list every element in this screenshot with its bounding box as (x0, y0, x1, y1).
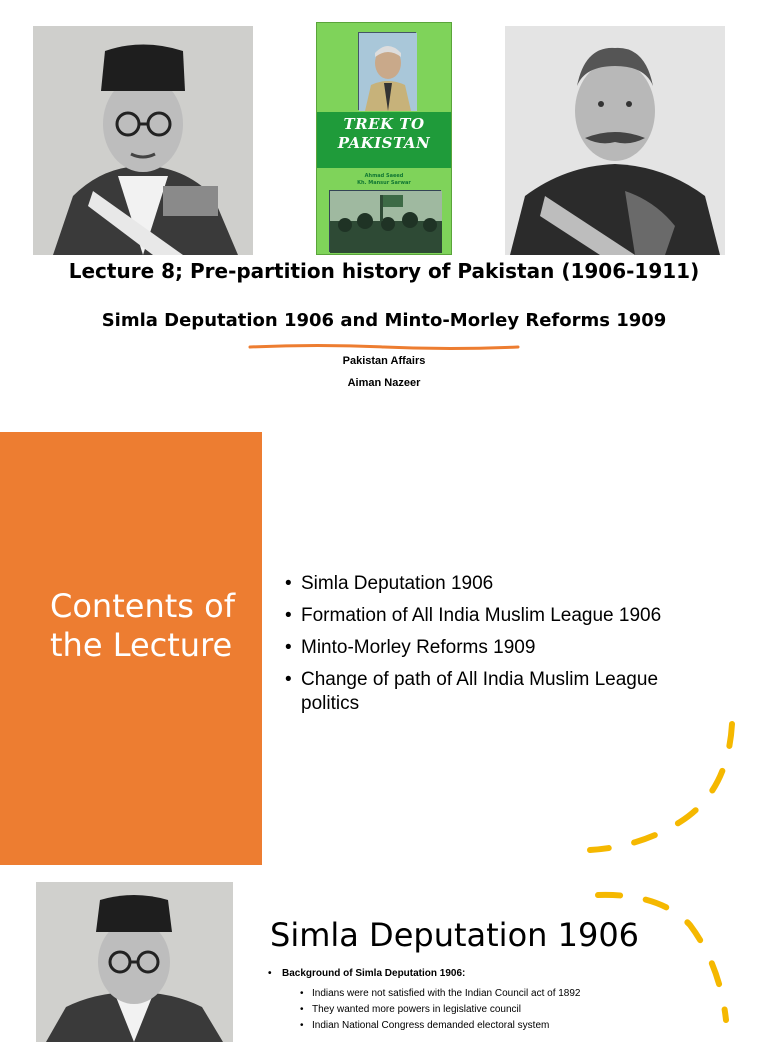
list-item: • Change of path of All India Muslim League politics (285, 668, 715, 716)
book-title-line2: PAKISTAN (337, 134, 431, 152)
contents-slide (0, 432, 768, 865)
book-title-band (317, 112, 451, 168)
lecture-title: Lecture 8; Pre-partition history of Pakistan (1906-1911) (68, 259, 700, 283)
book-crowd-photo (329, 190, 441, 252)
list-item: • Simla Deputation 1906 (285, 572, 715, 596)
portrait-photo (36, 882, 233, 1042)
title-slide (0, 0, 768, 432)
book-title-line1: TREK TO (343, 115, 425, 133)
book-cover-image (316, 22, 452, 255)
dashed-curve-decoration (560, 712, 768, 865)
book-author-line2: Kh. Mansur Sarwar (357, 180, 411, 186)
simla-deputation-slide (0, 865, 768, 1031)
title-underline (248, 343, 520, 351)
list-item: • They wanted more powers in legislative council (300, 1002, 720, 1018)
simla-heading: Simla Deputation 1906 (270, 916, 640, 954)
book-portrait (358, 32, 416, 110)
contents-heading: Contents of the Lecture (50, 587, 235, 664)
book-author-line1: Ahmad Saeed (364, 173, 404, 179)
dashed-curve-decoration (580, 865, 768, 1024)
lecture-subtitle: Simla Deputation 1906 and Minto-Morley Reforms 1909 (101, 310, 667, 331)
portrait-photo-right (505, 26, 725, 255)
portrait-photo-left (33, 26, 253, 255)
contents-panel (0, 432, 262, 865)
author-name: Aiman Nazeer (347, 377, 421, 389)
contents-list (285, 572, 715, 724)
list-item: • Formation of All India Muslim League 1906 (285, 604, 715, 628)
list-item: • Indians were not satisfied with the Indian Council act of 1892 (300, 986, 720, 1002)
background-bullet-text: Background of Simla Deputation 1906: (282, 968, 466, 979)
course-name: Pakistan Affairs (342, 355, 426, 367)
list-item: • Indian National Congress demanded electoral system (300, 1018, 720, 1034)
list-item: • Minto-Morley Reforms 1909 (285, 636, 715, 660)
